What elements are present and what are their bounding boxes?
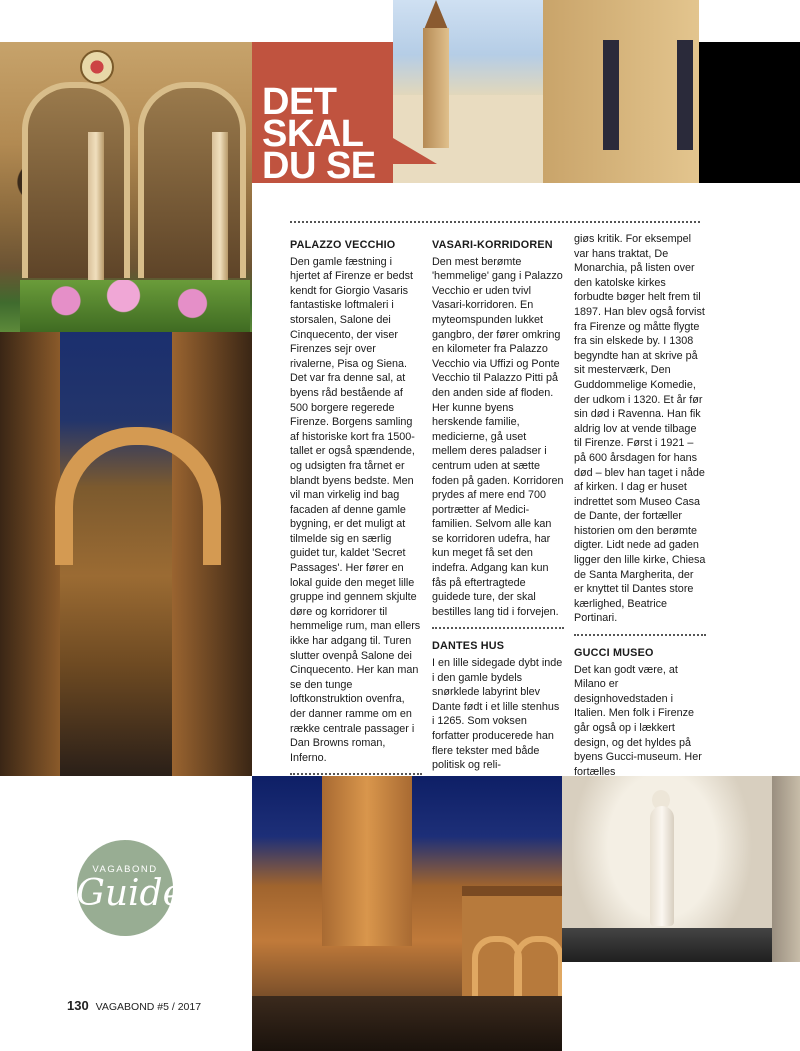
page-footer xyxy=(67,998,201,1013)
tower-shape xyxy=(423,28,449,148)
section-body: Det kan godt være, at Milano er designhovedstaden i Italien. Men folk i Firenze går også op i lækkert design, og det hyldes på byens Gucci-museum. Her fortælles xyxy=(574,663,702,778)
david-statue-photo xyxy=(562,776,772,962)
arch-shape xyxy=(138,82,246,278)
dotted-rule xyxy=(574,634,706,636)
tower-shape xyxy=(322,776,412,946)
building-photo xyxy=(393,0,699,183)
headline-line: DU SE xyxy=(262,145,376,187)
dotted-rule xyxy=(290,773,422,775)
logo-top-text: VAGABOND xyxy=(92,864,158,875)
section-body: I en lille sidegade dybt inde i den gamle bydels snørklede labyrint blev Dante født i et lille stenhus i 1265. Som voksen forfatter producerede han flere tekster med både politisk og reli- xyxy=(432,657,563,772)
page-number: 130 xyxy=(67,998,89,1013)
banner-shape xyxy=(677,40,693,150)
palazzo-vecchio-photo xyxy=(252,776,562,1051)
stone-wall-photo xyxy=(772,776,800,962)
text-column-2 xyxy=(432,238,564,773)
section-title: DANTES HUS xyxy=(432,640,505,653)
logo-script-text: Guide xyxy=(76,873,184,914)
section-body: Den gamle fæstning i hjertet af Firenze er bedst kendt for Giorgio Vasaris fantastiske loftmaleri i storsalen, Salone dei Cinquecento, der viser Firenzes sejr over rivalerne, Pisa og Siena. Det var fra denne sal, at byens råd bestående af 500 borgere regerede Firenze. Borgens samling af historiske kort fra 1500-tallet er også spændende, og udsigten fra tårnet er blandt byens bedste. Men vil man virkelig ind bag facaden af denne gamle bygning, er det muligt at tilmelde sig en særlig guidet tur, kaldet 'Secret Passages'. Her fører en lokal guide den meget lille gruppe ind gennem skjulte døre og korridorer til hemmelige rum, man ellers ikke har adgang til. Turen slutter ovenpå Salone dei Cinquecento. Her kan man se den tunge loftkonstruktion ovenfra, der danner ramme om en række centrale passager i Dan Browns roman, Inferno. xyxy=(290,255,421,764)
section-title: GUCCI MUSEO xyxy=(574,647,654,660)
issue-label: VAGABOND #5 / 2017 xyxy=(95,1001,202,1013)
column-shape xyxy=(88,132,104,302)
section-title: VASARI-KORRIDOREN xyxy=(432,239,553,251)
headline-line: DET xyxy=(262,81,337,123)
crowd-shape xyxy=(562,928,772,962)
column-shape xyxy=(212,132,228,302)
arch-shape xyxy=(22,82,130,278)
text-column-3 xyxy=(574,232,706,779)
courtyard-photo xyxy=(0,42,252,332)
crowd-shape xyxy=(252,996,562,1051)
headline xyxy=(262,81,376,187)
vagabond-guide-logo xyxy=(76,840,184,936)
banner-shape xyxy=(603,40,619,150)
building-shape xyxy=(543,0,699,183)
section-body: Den mest berømte 'hemmelige' gang i Palazzo Vecchio er uden tvivl Vasari-korridoren. En myteomspunden lukket gangbro, der fører omkring en kilometer fra Palazzo Vecchio via Uffizi og Ponte Vecchio til Palazzo Pitti på den anden side af floden. Her kunne byens herskende familie, medicierne, gå uset mellem deres paladser i centrum uden at sætte foden på gaden. Korridoren prydes af mere end 700 portrætter af Medici-familien. Selvom alle kan se korridoren udefra, har kun meget få set den indefra. Adgang kan kun fås på eftertragtede guidede ture, der skal bestilles lang tid i forvejen. xyxy=(432,255,564,618)
section-title: PALAZZO VECCHIO xyxy=(290,239,396,251)
black-bar xyxy=(699,42,800,183)
dotted-rule xyxy=(432,627,564,629)
night-street-photo xyxy=(0,332,252,776)
headline-line: SKAL xyxy=(262,113,364,155)
statue-shape xyxy=(650,806,674,926)
headline-tab xyxy=(393,138,437,164)
dotted-rule xyxy=(290,221,700,223)
text-column-1 xyxy=(290,238,422,785)
crest-icon xyxy=(80,50,114,84)
wall-shape xyxy=(0,332,60,776)
section-body: giøs kritik. For eksempel var hans traktat, De Monarchia, på listen over den katolske kirkes forbudte bøger helt frem til 1897. Han blev også forvist fra Firenze og måtte flygte fra sin elskede by. I 1308 begyndte han at skrive på sit mesterværk, Den Guddommelige Komedie, der udkom i 1320. Et år før sin død i Ravenna. Han fik aldrig lov at vende tilbage til Firenze. Først i 1921 – på 600 årsdagen for hans død – blev han taget i nåde af kirken. I dag er huset indrettet som Museo Casa de Dante, der fortæller historien om den berømte digter. Lidt nede ad gaden ligger den lille kirke, Chiesa de Santa Margherita, der er knyttet til Dantes store kærlighed, Beatrice Portinari. xyxy=(574,233,706,625)
arch-shape xyxy=(514,936,562,1002)
flowers-shape xyxy=(20,280,250,332)
